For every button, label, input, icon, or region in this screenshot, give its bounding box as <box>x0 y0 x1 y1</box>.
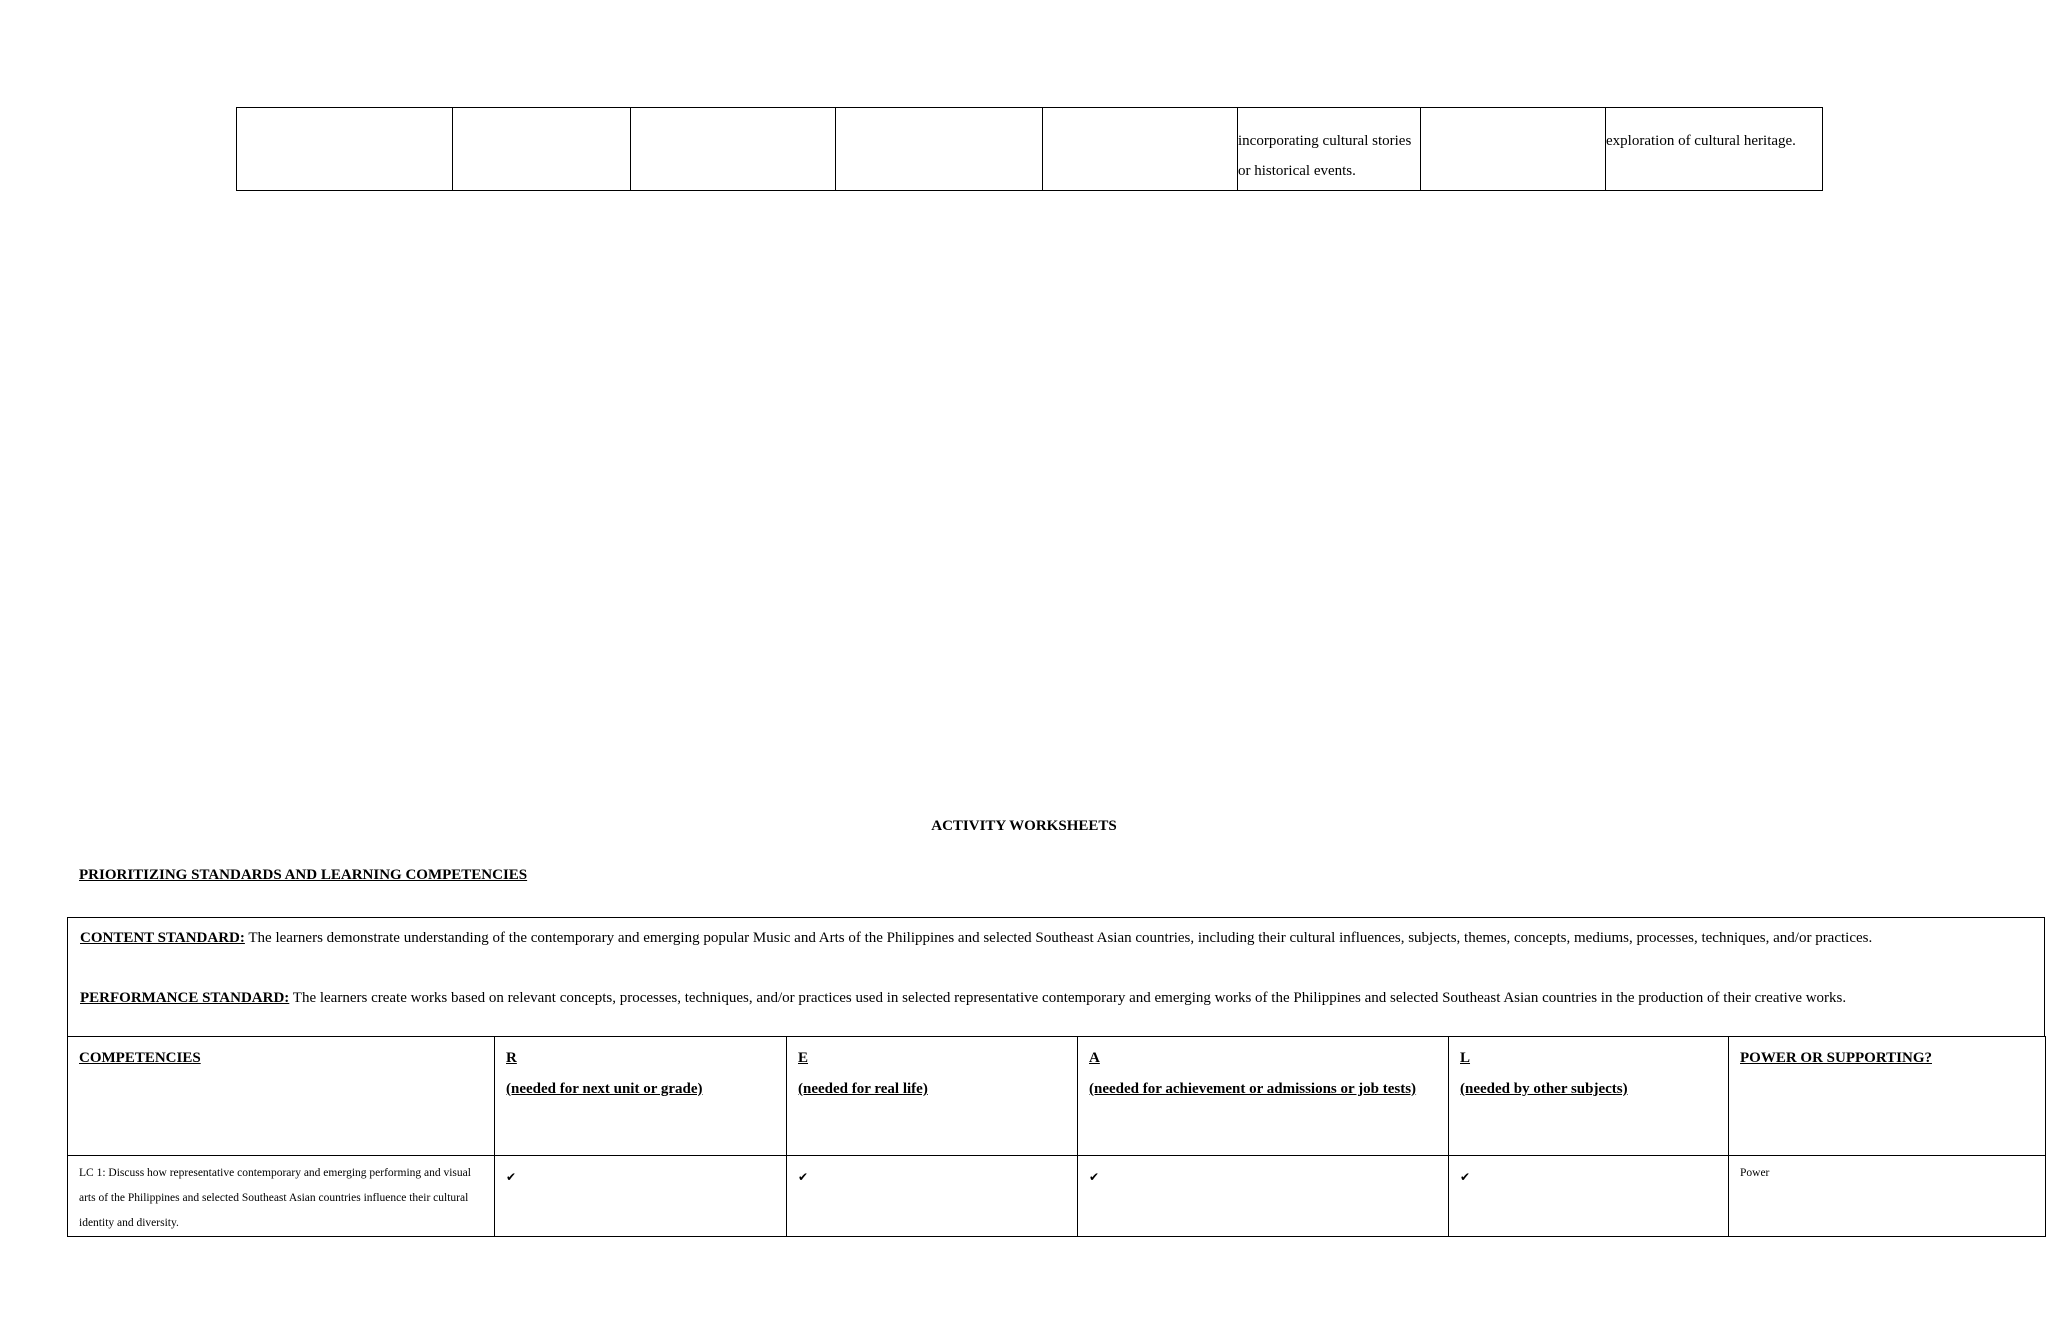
header-l-letter: L <box>1460 1050 1471 1066</box>
performance-standard <box>80 990 2034 1007</box>
table-row <box>68 1156 2046 1237</box>
performance-standard-text: The learners create works based on relevant concepts, processes, techniques, and/or practices used in selected representative contemporary and emerging works of the Philippines and selected Southeast Asian countries in the production of their creative works. <box>289 990 1847 1006</box>
header-competencies-label: COMPETENCIES <box>79 1050 201 1066</box>
header-r-letter: R <box>506 1050 517 1066</box>
a-cell <box>1078 1156 1449 1237</box>
e-cell <box>787 1156 1078 1237</box>
checkmark-icon: ✔ <box>798 1170 809 1184</box>
activity-worksheets-title: ACTIVITY WORKSHEETS <box>931 818 1117 834</box>
table-cell <box>1421 108 1606 191</box>
checkmark-icon: ✔ <box>1460 1170 1471 1184</box>
checkmark-icon: ✔ <box>506 1170 517 1184</box>
header-power-label: POWER OR SUPPORTING? <box>1740 1050 1932 1066</box>
standards-box <box>67 917 2045 1036</box>
header-competencies <box>68 1037 495 1156</box>
table-cell <box>836 108 1043 191</box>
header-l <box>1449 1037 1729 1156</box>
competencies-table <box>67 1036 2046 1237</box>
table-cell <box>453 108 631 191</box>
l-cell <box>1449 1156 1729 1237</box>
continuation-table <box>236 107 1823 191</box>
table-cell: exploration of cultural heritage. <box>1606 108 1823 191</box>
header-a <box>1078 1037 1449 1156</box>
competency-cell: LC 1: Discuss how representative contemporary and emerging performing and visual arts of the Philippines and selected Southeast Asian countries influence their cultural identity and diversity. <box>68 1156 495 1237</box>
checkmark-icon: ✔ <box>1089 1170 1100 1184</box>
table-cell <box>1043 108 1238 191</box>
header-e-description: (needed for real life) <box>798 1081 928 1097</box>
content-standard-label: CONTENT STANDARD: <box>80 930 245 946</box>
header-l-description: (needed by other subjects) <box>1460 1081 1628 1097</box>
header-power-or-supporting <box>1729 1037 2046 1156</box>
r-cell <box>495 1156 787 1237</box>
table-cell: incorporating cultural stories or historical events. <box>1238 108 1421 191</box>
header-e-letter: E <box>798 1050 809 1066</box>
table-row <box>237 108 1823 191</box>
header-r <box>495 1037 787 1156</box>
table-header-row <box>68 1037 2046 1156</box>
table-cell <box>631 108 836 191</box>
header-e <box>787 1037 1078 1156</box>
prioritizing-heading: PRIORITIZING STANDARDS AND LEARNING COMPETENCIES <box>79 867 528 883</box>
performance-standard-label: PERFORMANCE STANDARD: <box>80 990 290 1006</box>
power-cell: Power <box>1729 1156 2046 1237</box>
header-a-description: (needed for achievement or admissions or job tests) <box>1089 1081 1417 1097</box>
table-cell <box>237 108 453 191</box>
header-r-description: (needed for next unit or grade) <box>506 1081 703 1097</box>
content-standard-text: The learners demonstrate understanding of the contemporary and emerging popular Music and Arts of the Philippines and selected Southeast Asian countries, including their cultural influences, subjects, themes, concepts, mediums, processes, techniques, and/or practices. <box>244 930 1873 946</box>
header-a-letter: A <box>1089 1050 1100 1066</box>
content-standard <box>80 930 2034 947</box>
